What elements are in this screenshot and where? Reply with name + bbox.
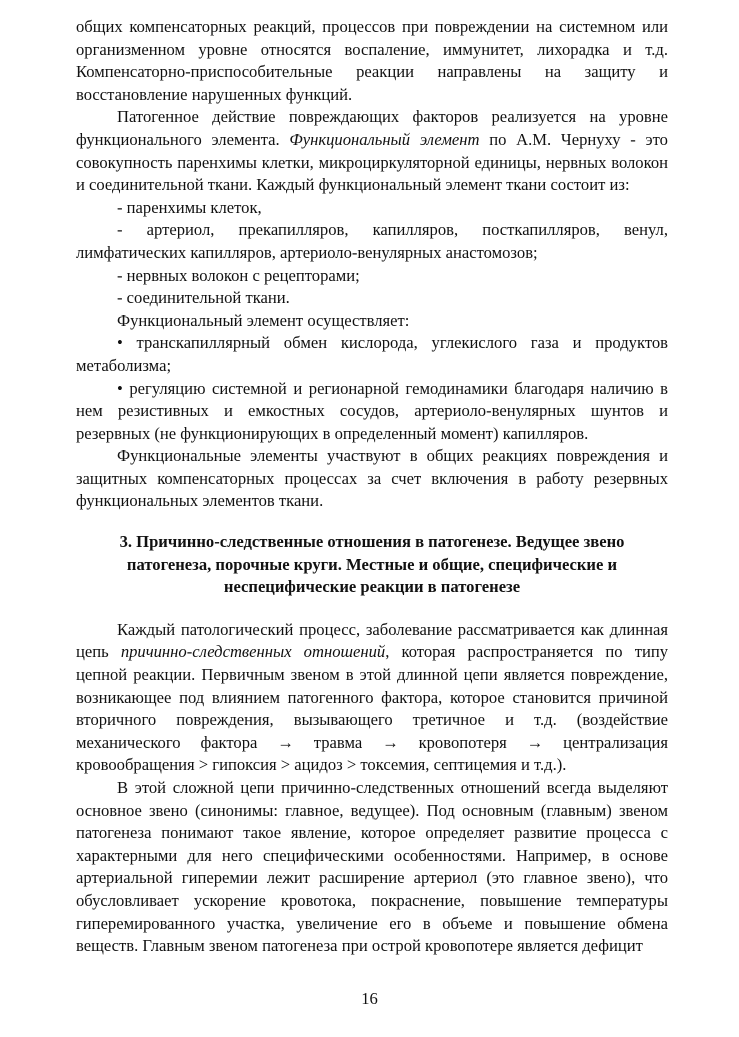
paragraph: Функциональные элементы участвуют в общих реакциях повреждения и защитных компенсаторных процессах за счет включения в работу резервных функциональных элементов ткани. xyxy=(76,446,668,511)
text-span: Каждый патологический процесс, заболевание рассматривается как длинная цепь xyxy=(76,619,668,662)
text-span: , которая распространяется по типу цепной реакции. Первичным звеном в этой длинной цепи является повреждение, возникающее под влиянием патогенного фактора, которое становится причиной вторичного повреждения, вызывающего третичное и т.д. (воздействие механического фактора → травма → кровопотеря → централизация кровообращения > гипоксия > ацидоз > токсемия, септицемия и т.д.). xyxy=(76,642,668,775)
list-item: - артериол, прекапилляров, капилляров, посткапилляров, венул, лимфатических капилляров, артериоло-венулярных анастомозов; xyxy=(76,220,668,262)
page-body xyxy=(76,16,668,958)
section-heading: 3. Причинно-следственные отношения в патогенезе. Ведущее звено патогенеза, порочные круги. Местные и общие, специфические и неспецифические реакции в патогенезе xyxy=(119,532,625,597)
italic-term: Функциональный элемент xyxy=(289,129,480,149)
paragraph-main-link: В этой сложной цепи причинно-следственных отношений всегда выделяют основное звено (синонимы: главное, ведущее). Под основным (главным) звеном патогенеза понимают такое явление, которое определяет развитие процесса с характерными для него специфическими особенностями. Например, в основе артериальной гиперемии лежит расширение артериол (это главное звено), что обусловливает ускорение кровотока, покраснение, повышение температуры гиперемированного участка, увеличение его в объеме и повышение обмена веществ. Главным звеном патогенеза при острой кровопотере является дефицит xyxy=(76,778,668,956)
italic-term: причинно-следственных отношений xyxy=(120,642,386,662)
bullet-item: • транскапиллярный обмен кислорода, углекислого газа и продуктов метаболизма; xyxy=(76,333,668,375)
page-number: 16 xyxy=(361,989,378,1008)
paragraph-functional-element xyxy=(76,106,668,196)
list-intro: Функциональный элемент осуществляет: xyxy=(117,310,410,330)
text-span: по А.М. Чернуху - это совокупность паренхимы клетки, микроциркуляторной единицы, нервных волокон и соединительной ткани. Каждый функциональный элемент ткани состоит из: xyxy=(76,129,668,195)
list-item: - соединительной ткани. xyxy=(117,288,290,308)
list-item: - нервных волокон с рецепторами; xyxy=(117,265,360,285)
paragraph-intro: общих компенсаторных реакций, процессов при повреждении на системном или организменном уровне относятся воспаление, иммунитет, лихорадка и т.д. Компенсаторно-приспособительные реакции направлены на защиту и восстановление нарушенных функций. xyxy=(76,17,668,104)
text-span: Патогенное действие повреждающих факторов реализуется на уровне функционального элемента. xyxy=(76,107,668,149)
paragraph-chain xyxy=(76,619,668,777)
bullet-item: • регуляцию системной и регионарной гемодинамики благодаря наличию в нем резистивных и емкостных сосудов, артериоло-венулярных шунтов и резервных (не функционирующих в определенный момент) капилляров. xyxy=(76,378,668,443)
list-item: - паренхимы клеток, xyxy=(117,197,262,217)
